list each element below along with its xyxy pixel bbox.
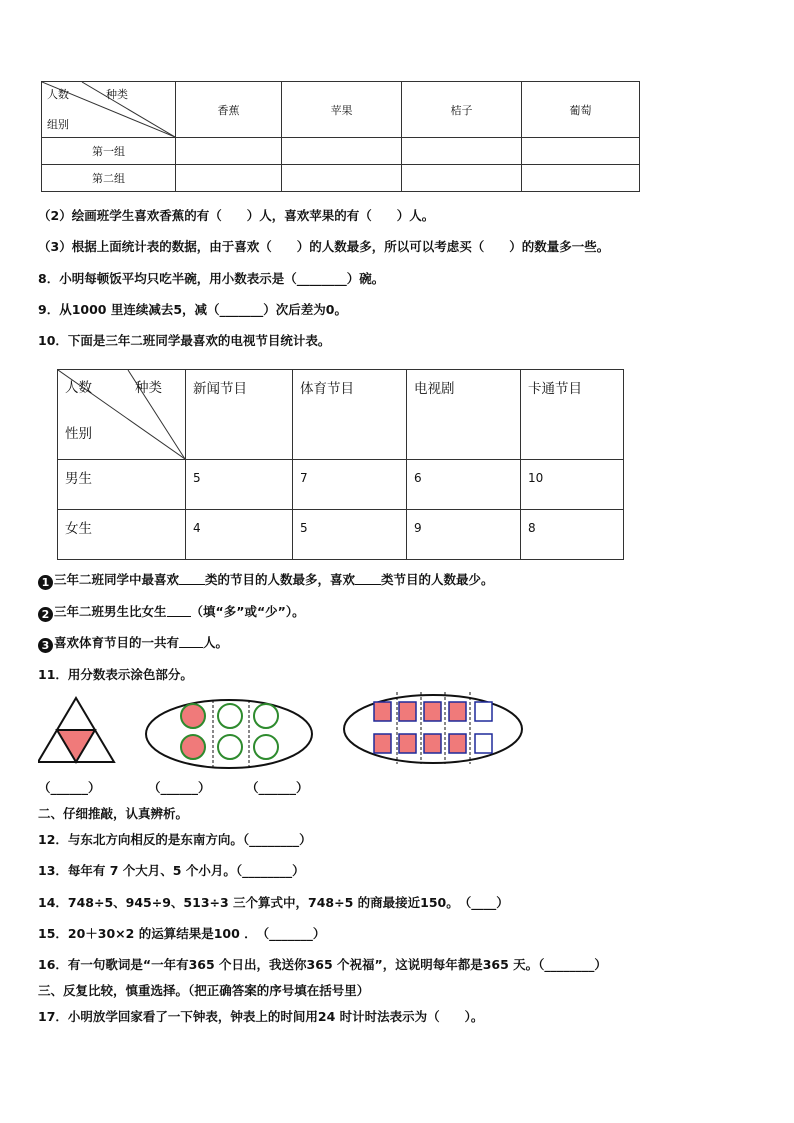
circled-number: 2 [38,607,53,622]
blank[interactable] [179,635,203,648]
text: 人。 [203,635,229,650]
blank-cell[interactable] [402,138,522,165]
section-title-3: 三、反复比较，慎重选择。（把正确答案的序号填在括号里） [38,983,370,998]
circled-number: 3 [38,638,53,653]
section-title-2: 二、仔细推敲，认真辨析。 [38,806,189,821]
corner-label-group: 组别 [47,118,69,131]
col-header: 卡通节目 [521,370,624,460]
question-14: 14．748÷5、945÷9、513÷3 三个算式中，748÷5 的商最接近150。 （____） [38,895,509,910]
question-2-part: （2）绘画班学生喜欢香蕉的有（ ）人，喜欢苹果的有（ ）人。 [38,208,435,223]
blank-cell[interactable] [176,138,282,165]
corner-label-count: 人数 [65,380,92,396]
text: 类的节目的人数最多，喜欢 [205,572,356,587]
question-17: 17．小明放学回家看了一下钟表，钟表上的时间用24 时计时法表示为（ ）。 [38,1009,484,1024]
answer-blank-1[interactable]: （______） [38,780,101,795]
question-10-sub2 [38,603,305,622]
blank-cell[interactable] [282,138,402,165]
blank-cell[interactable] [282,165,402,192]
shaded-square [374,702,391,721]
shaded-square [399,734,416,753]
question-8: 8．小明每顿饭平均只吃半碗，用小数表示是（________）碗。 [38,271,385,286]
col-header: 新闻节目 [186,370,293,460]
corner-label-gender: 性别 [65,426,92,442]
empty-square [475,702,492,721]
question-12: 12．与东北方向相反的是东南方向。（________） [38,832,312,847]
data-cell: 5 [293,510,407,560]
blank-cell[interactable] [176,165,282,192]
empty-circle [218,704,242,728]
question-10: 10．下面是三年二班同学最喜欢的电视节目统计表。 [38,333,331,348]
col-header: 体育节目 [293,370,407,460]
shaded-square [374,734,391,753]
shaded-square [449,702,466,721]
shaded-circle [181,735,205,759]
blank[interactable] [179,572,205,585]
corner-label-count: 人数 [47,88,69,101]
question-11: 11．用分数表示涂色部分。 [38,667,193,682]
data-cell: 7 [293,460,407,510]
answer-blank-3[interactable]: （______） [246,780,309,795]
col-header: 电视剧 [407,370,521,460]
data-cell: 4 [186,510,293,560]
col-header: 葡萄 [522,82,640,138]
shaded-square [399,702,416,721]
circled-number: 1 [38,575,53,590]
shaded-square [424,734,441,753]
question-10-sub1 [38,571,494,590]
shaded-square [449,734,466,753]
table-corner-cell [42,82,176,138]
data-cell: 10 [521,460,624,510]
data-cell: 5 [186,460,293,510]
corner-label-category: 种类 [106,88,128,101]
text: 三年二班男生比女生 [54,604,167,619]
col-header: 桔子 [402,82,522,138]
question-10-sub3 [38,634,228,653]
row-header: 男生 [58,460,186,510]
squares-ellipse-figure [342,690,524,766]
data-cell: 6 [407,460,521,510]
empty-circle [218,735,242,759]
triangle-figure [38,696,118,764]
shaded-square [424,702,441,721]
row-header: 第二组 [42,165,176,192]
question-16: 16．有一句歌词是“一年有365 个日出，我送你365 个祝福”，这说明每年都是365 天。（________） [38,957,607,972]
row-header: 第一组 [42,138,176,165]
corner-label-category: 种类 [135,380,162,396]
blank-cell[interactable] [522,165,640,192]
row-header: 女生 [58,510,186,560]
col-header: 苹果 [282,82,402,138]
empty-circle [254,704,278,728]
empty-circle [254,735,278,759]
text: 类节目的人数最少。 [381,572,494,587]
data-cell: 9 [407,510,521,560]
question-9: 9．从1000 里连续减去5，减（_______）次后差为0。 [38,302,347,317]
text: 喜欢体育节目的一共有 [54,635,180,650]
blank-cell[interactable] [402,165,522,192]
empty-square [475,734,492,753]
blank[interactable] [355,572,381,585]
blank[interactable] [167,604,191,617]
blank-cell[interactable] [522,138,640,165]
answer-blank-2[interactable]: （______） [148,780,211,795]
question-3-part: （3）根据上面统计表的数据，由于喜欢（ ）的人数最多，所以可以考虑买（ ）的数量多一些。 [38,239,610,254]
table-corner-cell [58,370,186,460]
question-15: 15．20＋30×2 的运算结果是100 ． （_______） [38,926,326,941]
shaded-circle [181,704,205,728]
tv-program-table [57,369,624,560]
data-cell: 8 [521,510,624,560]
col-header: 香蕉 [176,82,282,138]
fruit-table [41,81,640,192]
text: （填“多”或“少”）。 [190,604,305,619]
circles-ellipse-figure [144,698,314,770]
text: 三年二班同学中最喜欢 [54,572,180,587]
question-13: 13．每年有 7 个大月、5 个小月。（________） [38,863,305,878]
